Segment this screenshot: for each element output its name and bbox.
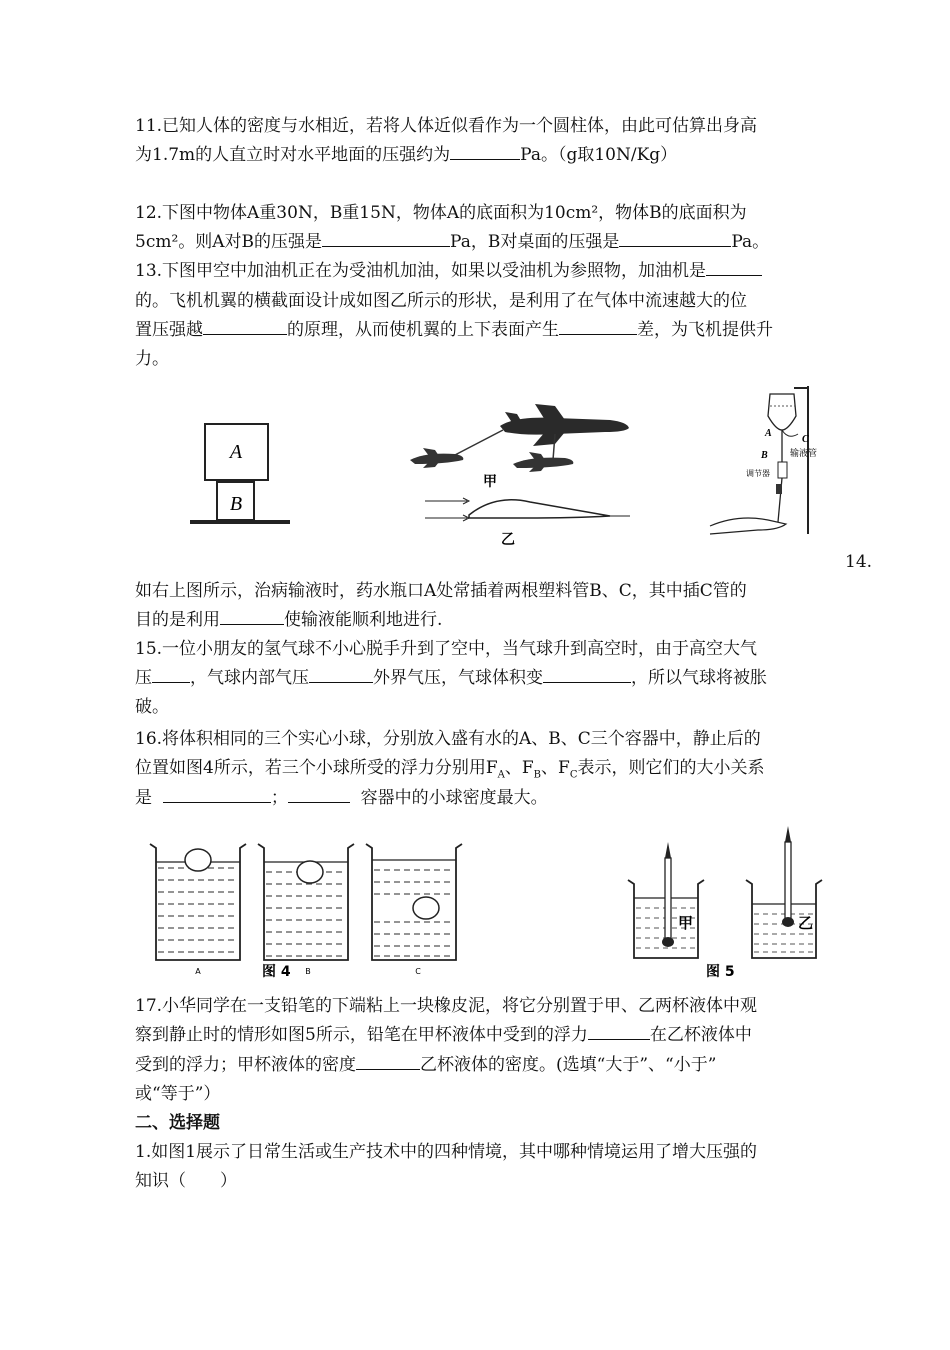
receiver-plane-right [513,452,573,472]
q12-line2: 5cm²。则A对B的压强是 Pa，B对桌面的压强是 Pa。 [135,232,770,252]
figure-4-caption: 图 4 [262,964,291,980]
answer-blank[interactable] [152,666,190,683]
answer-blank[interactable] [706,259,762,276]
q15-line2: 压 ，气球内部气压 外界气压，气球体积变 ，所以气球将被胀 [135,668,767,688]
answer-blank[interactable] [203,318,287,335]
beaker-a [150,844,246,960]
q17-line3: 受到的浮力；甲杯液体的密度 乙杯液体的密度。(选填“大于”、“小于” [135,1055,717,1075]
answer-blank[interactable] [559,318,637,335]
patient-hand [710,518,786,534]
q13-line2: 的。飞机机翼的横截面设计成如图乙所示的形状，是利用了在气体中流速越大的位 [135,291,747,311]
clay-jia [662,937,674,947]
section-heading: 二、选择题 [135,1113,220,1133]
drip-chamber [778,462,787,478]
q17-line2: 察到静止时的情形如图5所示，铅笔在甲杯液体中受到的浮力 在乙杯液体中 [135,1025,752,1045]
answer-blank[interactable] [450,143,520,160]
ball-c [413,897,439,919]
beaker-yi [746,826,822,958]
beaker-c [366,844,462,960]
aircraft-refueling-figure [405,398,635,548]
answer-blank[interactable] [356,1053,420,1070]
ball-a [185,849,211,871]
label-a: A [765,428,772,439]
receiver-plane-left [410,448,463,468]
block-a-label: A [229,441,243,463]
medicine-bottle [768,394,796,430]
block-b-label: B [229,493,243,515]
pencil-jia [665,858,671,940]
label-yi: 乙 [798,914,814,932]
ball-b [297,861,323,883]
answer-blank[interactable] [543,666,631,683]
answer-blank[interactable] [220,608,284,625]
tube-label: 输液管 [790,449,818,459]
q16-line2: 位置如图4所示，若三个小球所受的浮力分别用$F_A$、$F_B$、$F_C$表示，则它们的大小关系 [135,758,765,781]
beaker-b-label: B [305,967,311,976]
q11-line2: 为1.7m的人直立时对水平地面的压强约为 Pa。（g取10N/Kg） [135,145,678,165]
beaker-c-label: C [415,967,421,976]
q16-line3: 是 ； 容器中的小球密度最大。 [135,788,548,808]
label-c: C [802,434,809,445]
beaker-jia [628,842,704,958]
tube-c [782,430,798,436]
pencil-tip [665,842,671,858]
answer-blank[interactable] [309,666,373,683]
clay-yi [782,917,794,927]
figure-4-beakers [146,838,476,980]
tanker-plane [500,404,629,446]
regulator-label: 调节器 [746,469,770,478]
label-b: B [761,450,768,461]
q17-line4: 或“等于”） [135,1084,221,1104]
q15-line1: 15.一位小朋友的氢气球不小心脱手升到了空中，当气球升到高空时，由于高空大气 [135,639,758,659]
q14-line1: 如右上图所示，治病输液时，药水瓶口A处常插着两根塑料管B、C，其中插C管的 [135,581,747,601]
q13-line3: 置压强越 的原理，从而使机翼的上下表面产生 差，为飞机提供升 [135,320,773,340]
regulator [776,484,782,494]
figure-yi-label: 乙 [501,532,515,548]
q12-line1: 12.下图中物体A重30N，B重15N，物体A的底面积为10cm²，物体B的底面积为 [135,203,747,223]
q17-line1: 17.小华同学在一支铅笔的下端粘上一块橡皮泥，将它分别置于甲、乙两杯液体中观 [135,996,758,1016]
q14-line2: 目的是利用 使输液能顺利地进行. [135,610,443,630]
iv-drip-figure [708,384,828,546]
answer-blank[interactable] [619,230,731,247]
q14-number: 14. [845,552,873,572]
label-jia: 甲 [678,914,694,932]
figure-jia-label: 甲 [483,474,497,490]
q16-line1: 16.将体积相同的三个实心小球，分别放入盛有水的A、B、C三个容器中，静止后的 [135,729,761,749]
answer-blank[interactable] [322,230,450,247]
pencil-tip [785,826,791,842]
q13-line1: 13.下图甲空中加油机正在为受油机加油，如果以受油机为参照物，加油机是 [135,259,762,283]
figure-5-pencils [622,824,832,982]
q11-line1: 11.已知人体的密度与水相近，若将人体近似看作为一个圆柱体，由此可估算出身高 [135,116,758,136]
refuel-hose [453,430,503,456]
beaker-a-label: A [195,967,201,976]
wing-cross-section [469,500,610,518]
answer-blank[interactable] [163,786,271,803]
answer-blank[interactable] [588,1023,650,1040]
beaker-b [258,844,354,960]
block-stack-figure [190,420,290,530]
mc1-line2: 知识（ ） [135,1171,237,1191]
mc1-line1: 1.如图1展示了日常生活或生产技术中的四种情境，其中哪种情境运用了增大压强的 [135,1142,758,1162]
pencil-yi [785,842,791,920]
q13-line4: 力。 [135,349,169,369]
answer-blank[interactable] [288,786,350,803]
figure-5-caption: 图 5 [706,964,735,980]
q15-line3: 破。 [135,697,169,717]
